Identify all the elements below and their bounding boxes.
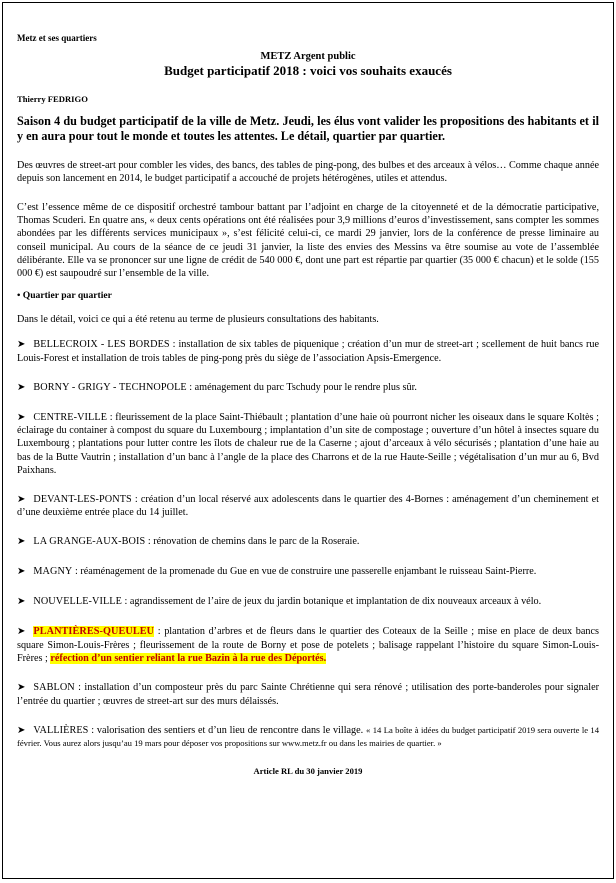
district-text: : valorisation des sentiers et d’un lieu de rencontre dans le village.	[88, 724, 364, 736]
arrow-bullet-icon: ➤	[17, 724, 26, 736]
district-name: BELLECROIX - LES BORDES	[33, 338, 170, 350]
district-item	[17, 535, 599, 549]
district-item	[17, 681, 599, 708]
district-name-highlighted: PLANTIÈRES-QUEULEU	[33, 625, 155, 637]
body-paragraph: Des œuvres de street-art pour combler les vides, des bancs, des tables de ping-pong, des bulbes et des arceaux à vélos… Comme chaque année depuis son lancement en 2014, le budget participatif a accouché de projets hétérogènes, utiles et attendus.	[17, 160, 599, 185]
district-text: : réaménagement de la promenade du Gue en vue de construire une passerelle enjambant le ruisseau Saint-Pierre.	[72, 566, 537, 578]
district-item	[17, 493, 599, 520]
district-name: MAGNY	[33, 566, 73, 578]
district-text: : agrandissement de l’aire de jeux du jardin botanique et implantation de dix nouveaux arceaux à vélo.	[121, 596, 542, 608]
district-item	[17, 381, 599, 395]
body-paragraph: C’est l’essence même de ce dispositif orchestré tambour battant par l’adjoint en charge de la citoyenneté et de la démocratie participative, Thomas Scuderi. En quatre ans, « deux cents opérations ont été réalisées pour 3,9 millions d’euros d’investissement, sans compter les sommes abondées par les différents services municipaux », s’est félicité celui-ci, ce mardi 29 janvier, lors de la conférence de presse liminaire au conseil municipal. Au cours de la séance de ce jeudi 31 janvier, la liste des envies des Messins va être soumise au vote de l’assemblée délibérante. Elle va se prononcer sur une ligne de crédit de 540 000 €, dont une part est répartie par quartier (35 000 € chacun) et le solde (155 000 €) est saupoudré sur l’ensemble de la ville.	[17, 202, 599, 279]
arrow-bullet-icon: ➤	[17, 566, 26, 578]
idea-box-note: « 14 La boîte à idées du budget participatif 2019 sera ouverte le 14 février. Vous aurez alors jusqu’au 19 mars pour déposer vos propositions sur www.metz.fr ou dans les mairies de quartier. »	[17, 724, 600, 749]
article-footer: Article RL du 30 janvier 2019	[253, 766, 363, 777]
section-title: Metz et ses quartiers	[17, 33, 97, 43]
district-name: SABLON	[33, 681, 75, 693]
district-item-queuleu	[17, 625, 599, 665]
district-text: : installation de six tables de piquenique ; création d’un mur de street-art ; scellement de huit bancs rue Louis-Forest et installation de trois tables de ping-pong près du siège de l’association Apsis-Emergence.	[17, 338, 599, 364]
arrow-bullet-icon: ➤	[17, 338, 26, 350]
district-text: : aménagement du parc Tschudy pour le rendre plus sûr.	[186, 381, 417, 393]
district-item	[17, 595, 599, 609]
lead-paragraph: Saison 4 du budget participatif de la ville de Metz. Jeudi, les élus vont valider les propositions des habitants et il y en aura pour tout le monde et toutes les attentes. Le détail, quartier par quartier.	[17, 113, 599, 144]
district-name: VALLIÈRES	[33, 724, 89, 736]
district-name: NOUVELLE-VILLE	[33, 596, 122, 608]
arrow-bullet-icon: ➤	[17, 681, 26, 693]
document-page	[2, 2, 614, 879]
intro-paragraph: Dans le détail, voici ce qui a été retenu au terme de plusieurs consultations des habitants.	[17, 313, 379, 325]
district-item	[17, 411, 599, 477]
district-text: : création d’un local réservé aux adolescents dans le quartier des 4-Bornes : aménagement d’un cheminement et d’une deuxième entrée place du 14 juillet.	[17, 493, 599, 519]
district-name: CENTRE-VILLE	[33, 411, 108, 423]
arrow-bullet-icon: ➤	[17, 596, 26, 608]
arrow-bullet-icon: ➤	[17, 536, 26, 548]
arrow-bullet-icon: ➤	[17, 625, 26, 637]
district-item	[17, 565, 599, 579]
district-item	[17, 338, 599, 365]
district-item	[17, 724, 599, 751]
district-text: : fleurissement de la place Saint-Thiébault ; plantation d’une haie où pourront nicher les oiseaux dans le square Koltès ; éclairage du container à compost du square du Luxembourg ; implantation d’un site de compostage ; ouverture d’un hôtel à insectes square du Luxembourg ; plantations pour lutter contre les îlots de chaleur rue de la Caserne ; ajout d’arceaux à vélo sécurisés ; plantation d’une haie au bas de la Butte Vautrin ; installation d’un banc à l’angle de la place des Charrons et de la rue Haute-Seille ; végétalisation d’un mur au 6, Bvd Paixhans.	[17, 411, 599, 476]
highlighted-project: réfection d’un sentier reliant la rue Bazin à la rue des Déportés.	[50, 652, 327, 664]
author: Thierry FEDRIGO	[17, 93, 88, 104]
district-name: LA GRANGE-AUX-BOIS	[33, 536, 146, 548]
district-name: BORNY - GRIGY - TECHNOPOLE	[33, 381, 187, 393]
headline: Budget participatif 2018 : voici vos souhaits exaucés	[164, 62, 452, 78]
subhead: • Quartier par quartier	[17, 289, 112, 301]
arrow-bullet-icon: ➤	[17, 493, 26, 505]
arrow-bullet-icon: ➤	[17, 411, 26, 423]
district-text: : installation d’un composteur près du parc Sainte Chrétienne qui sera rénové ; utilisation des porte-banderoles pour signaler l’entrée du quartier ; œuvres de street-art sur des murs délaissés.	[17, 681, 599, 707]
district-text: : rénovation de chemins dans le parc de la Roseraie.	[145, 536, 360, 548]
kicker: METZ Argent public	[260, 50, 356, 62]
district-name: DEVANT-LES-PONTS	[33, 493, 132, 505]
arrow-bullet-icon: ➤	[17, 381, 26, 393]
district-text: : plantation d’arbres et de fleurs dans le quartier des Coteaux de la Seille ; mise en place de deux bancs square Simon-Louis-Frères ; fleurissement de la route de Borny et pose de potelets ; balisage rappelant l’histoire du square Simon-Louis-Frères ;	[17, 625, 599, 664]
